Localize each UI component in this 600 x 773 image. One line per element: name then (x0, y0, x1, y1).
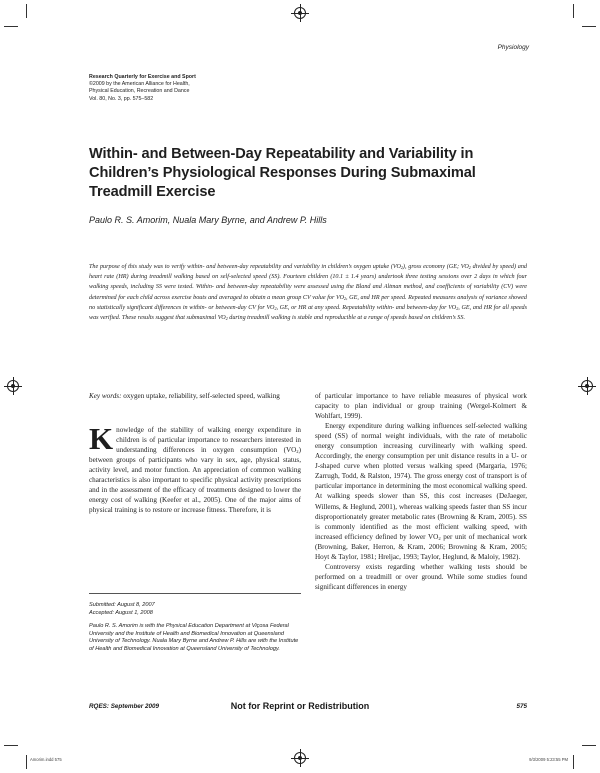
column-1-body (89, 421, 301, 515)
abstract-text: , GE, or HR at any speed. Repeatability within- and between-day for VO (276, 304, 457, 311)
crop-mark (26, 755, 27, 769)
notes-divider (89, 593, 301, 594)
subscript: 2 (468, 265, 471, 270)
subscript: 2 (344, 295, 347, 301)
drop-cap: K (89, 421, 114, 456)
crop-mark (26, 4, 27, 18)
subscript: 2 (274, 305, 277, 311)
registration-mark-top (294, 7, 306, 19)
subscript: 2 (225, 316, 228, 322)
crop-mark (573, 4, 574, 18)
subscript: 2 (456, 305, 459, 311)
journal-volume: Vol. 80, No. 3, pp. 575–582 (89, 95, 154, 102)
paragraph: Controversy exists regarding whether walking tests should be performed on a treadmill or over ground. While some studies found significant differences in energy (315, 562, 527, 591)
keywords-label: Key words: (89, 392, 122, 400)
abstract-text: The purpose of this study was to verify within- and between-day repeatability and variability in children’s oxygen uptake (VO (89, 264, 401, 270)
keywords-text: oxygen uptake, reliability, self-selected speed, walking (121, 392, 280, 400)
journal-info (89, 74, 289, 103)
subscript: 2 (296, 450, 299, 456)
column-2-body (315, 391, 527, 592)
intro-paragraph (89, 421, 301, 515)
abstract-text: , GE, and HR for all speeds was verified. These results suggest that submaximal VO (89, 304, 528, 322)
crop-mark (582, 745, 596, 746)
title-line-3: Treadmill Exercise (89, 184, 216, 200)
article-title (89, 145, 529, 202)
accepted-date: Accepted: August 1, 2008 (89, 609, 153, 616)
paragraph: of particular importance to have reliable measures of physical work capacity to plan individual or group training (Wergel-Kolmert & Wohlfart, 1999). (315, 392, 527, 421)
registration-mark-right (581, 380, 593, 392)
section-label: Physiology (497, 44, 529, 51)
subscript: 2 (400, 265, 403, 270)
abstract (89, 262, 527, 323)
journal-copyright: ©2009 by the American Alliance for Health, (89, 81, 190, 88)
authors: Paulo R. S. Amorim, Nuala Mary Byrne, and Andrew P. Hills (89, 215, 327, 225)
keywords (89, 391, 301, 401)
page-number: 575 (516, 703, 527, 710)
author-affiliation: Paulo R. S. Amorim is with the Physical Education Department at Viçosa Federal University and the Institute of Health and Biomedical Innovation at Queensland University of Technology. Nuala Mary Byrne and Andrew P. Hills are with the Institute of Health and Biomedical Innovation at Queensland University of Technology. (89, 623, 299, 652)
title-line-1: Within- and Between-Day Repeatability and Variability in (89, 146, 474, 162)
article-notes (89, 602, 301, 654)
paragraph (315, 421, 527, 562)
print-slug-timestamp: 9/3/2009 5:23:55 PM (529, 757, 568, 762)
crop-mark (573, 755, 574, 769)
paragraph-text: Energy expenditure during walking influences self-selected walking speed (SS) of normal weight individuals, with the rate of metabolic energy consumption increasing curvilinearly with walking speed. Accordingly, the energy consumption per unit distance results in a U- or J-shaped curve when plotted versus walking speed (Margaria, 1976; Zarrugh, Todd, & Ralston, 1974). The gross energy cost of transport is of particular importance in determining the most economical walking speed. At walking speeds slower than SS, this cost increases (DeJaeger, Willems, & Heglund, 2001), whereas walking speeds faster than SS incur disproportionately greater metabolic rates (Browning & Kram, 2005). SS is commonly identified as the most efficient walking speed, with increased efficiency defined by lower VO (315, 422, 527, 541)
footer-notice: Not for Reprint or Redistribution (230, 701, 370, 711)
crop-mark (4, 745, 18, 746)
paragraph-text: ) between groups of participants who vary in sex, age, physical status, activity level, and motor function. An appreciation of common walking characteristics is also important to specific physical activity prescriptions and in the assessment of the efficacy of treatments designed to lower the energy cost of walking (Keefer et al., 2005). One of the major aims of physical training is to restore or increase fitness. Therefore, it is (89, 446, 301, 515)
registration-mark-left (7, 380, 19, 392)
print-slug-file: Amorim.indd 575 (30, 757, 62, 762)
crop-mark (582, 26, 596, 27)
footer-journal-date: RQES: September 2009 (89, 703, 159, 710)
paragraph-text: nowledge of the stability of walking energy expenditure in children is of particular importance to researchers interested in understanding differences in oxygen consumption (VO (116, 426, 301, 455)
abstract-text: during treadmill walking is stable and reproducible at a range of speeds based on children’s SS. (227, 315, 465, 322)
crop-mark (4, 26, 18, 27)
abstract-text: , GE, and HR per speed. Repeated measures analysis of variance showed no statistically significant differences in within- or between-day CV for VO (89, 294, 527, 311)
paragraph-text: per unit of mechanical work (Browning, Baker, Herron, & Kram, 2006; Browning & Kram, 2005; Hoyt & Taylor, 1981; Hreljac, 1993; Taylor, Heglund, & Maloiy, 1982). (315, 532, 527, 561)
registration-mark-bottom (294, 752, 306, 764)
abstract-text: divided by speed) and heart rate (HR) during treadmill walking based on self-selected speed (SS). Fourteen children (10.1 ± 1.4 years) undertook three testing sessions over 2 days in which four walking speeds, including SS were tested. Within- and between-day repeatability were assessed using the Bland and Altman method, and coefficients of variability (CV) were determined for each child across exercise bouts and averaged to obtain a mean group CV value for VO (89, 264, 528, 301)
title-line-2: Children’s Physiological Responses During Submaximal (89, 165, 476, 181)
abstract-text: ), gross economy (GE; VO (402, 264, 469, 270)
subscript: 2 (438, 536, 441, 542)
journal-copyright-2: Physical Education, Recreation and Dance (89, 88, 190, 95)
journal-name: Research Quarterly for Exercise and Sport (89, 74, 196, 80)
submitted-date: Submitted: August 8, 2007 (89, 602, 155, 608)
